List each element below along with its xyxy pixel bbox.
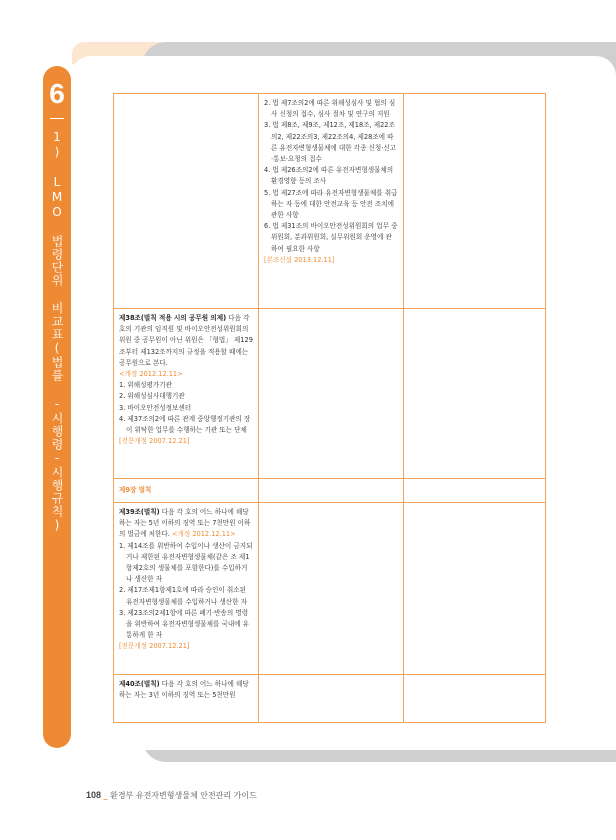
rule-cell [404,309,546,479]
amendment-note: <개정 2012.12.11> [171,530,236,539]
page-number: 108 [86,790,102,800]
decree-cell [259,479,404,503]
law-cell [114,503,259,675]
table-row [114,675,546,723]
chapter-number: 6 [49,78,65,109]
article-heading: 제40조(벌칙) [119,680,160,688]
law-comparison-table [113,93,546,723]
list-item: 2. 제17조제1항제1호에 따라 승인이 취소된 유전자변형생물체를 수입하거나 생산한 자 [119,586,247,606]
amendment-note: [본조신설 2013.12.11] [264,255,335,264]
article-text: 다음 각 호의 기관의 임직원 및 바이오안전성위원회의 위원 중 공무원이 아닌 위원은 「형법」 제129조부터 제132조까지의 규정을 적용할 때에는 공무원으로 본다. [119,314,253,367]
section-heading: 제9장 벌칙 [119,485,152,494]
amendment-note: [전문개정 2007.12.21] [119,642,190,651]
decree-cell [259,309,404,479]
article-text: 다음 각 호의 어느 하나에 해당하는 자는 5년 이하의 징역 또는 7천만원 이하의 벌금에 처한다. [119,508,251,539]
decree-cell [259,675,404,723]
amendment-note: [전문개정 2007.12.21] [119,437,190,446]
list-item: 3. 제23조의2제1항에 따른 폐기·반송의 명령을 위반하여 유전자변형생물체를 국내에 유통하게 한 자 [119,608,250,640]
decree-cell [259,503,404,675]
section-row [114,479,546,503]
chapter-divider [50,118,64,119]
list-item: 1. 위해성평가기관 [119,381,172,390]
footer-separator: _ [103,791,108,800]
list-item: 4. 제37조의2에 따른 관계 중앙행정기관의 장이 위탁한 업무를 수행하는 기관 또는 단체 [119,414,251,435]
chapter-vertical-title: 1) LMO 법령단위 비교표(법률 -시행령-시행규칙) [50,130,64,533]
rule-cell [404,94,546,309]
list-item: 6. 법 제31조의 바이오안전성위원회의 업무 중 위원회, 분과위원회, 실무위원회 운영에 관하여 필요한 사항 [264,222,398,253]
section-cell [114,479,259,503]
list-item: 3. 바이오안전성정보센터 [119,403,192,412]
rule-cell [404,479,546,503]
footer-title: 환경부 유전자변형생물체 안전관리 가이드 [110,791,257,800]
list-item: 2. 법 제7조의2에 따른 위해성심사 및 협의 심사 신청의 접수, 심사 절차 및 연구의 지원 [264,99,396,119]
list-item: 4. 법 제26조의2에 따른 유전자변형생물체의 환경영향 등의 조사 [264,166,394,186]
table-row [114,309,546,479]
law-cell [114,94,259,309]
list-item: 5. 법 제27조에 따라 유전자변형생물체를 취급하는 자 등에 대한 안전교육 등 안전 조치에 관한 사항 [264,188,398,220]
article-heading: 제38조(벌칙 적용 시의 공무원 의제) [119,314,227,322]
rule-cell [404,675,546,723]
article-text: 다음 각 호의 어느 하나에 해당하는 자는 3년 이하의 징역 또는 5천만원 [119,680,249,700]
page-footer [86,790,257,801]
article-heading: 제39조(벌칙) [119,508,160,516]
law-cell [114,675,259,723]
list-item: 2. 위해성심사대행기관 [119,392,185,401]
amendment-note: <개정 2012.12.11> [119,370,183,379]
rule-cell [404,503,546,675]
table-row [114,503,546,675]
table-row [114,94,546,309]
list-item: 1. 제14조를 위반하여 수입이나 생산이 금지되거나 제한된 유전자변형생물체(같은 조 제1항제2호의 생물체를 포함한다)를 수입하거나 생산한 자 [119,541,253,584]
list-item: 3. 법 제8조, 제9조, 제12조, 제18조, 제22조의2, 제22조의3, 제22조의4, 제28조에 따른 유전자변형생물체에 대한 각종 신청·신고·통보·요청의 접수 [264,121,397,164]
law-cell [114,309,259,479]
decree-cell [259,94,404,309]
